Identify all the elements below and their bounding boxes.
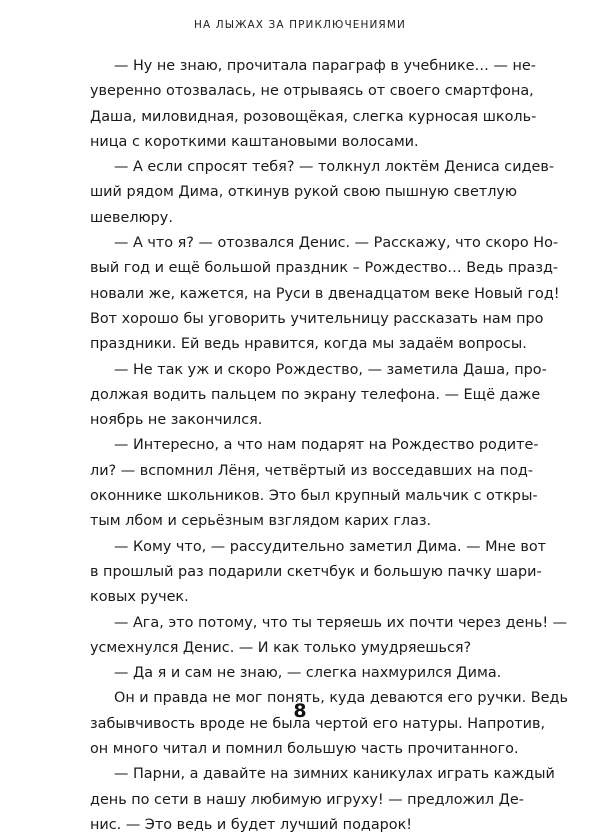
text-line: тым лбом и серьёзным взглядом карих глаз. (90, 513, 432, 530)
text-line: шевелюру. (90, 209, 173, 226)
text-line: — Интересно, а что нам подарят на Рождество родите- (114, 437, 539, 454)
text-line: новали же, кажется, на Руси в двенадцатом веке Новый год! (90, 285, 560, 302)
text-line: он много читал и помнил большую часть прочитанного. (90, 741, 519, 758)
text-line: ноябрь не закончился. (90, 412, 263, 429)
text-line: — Кому что, — рассудительно заметил Дима. — Мне вот (114, 538, 547, 555)
text-line: — Да я и сам не знаю, — слегка нахмурился Дима. (114, 665, 502, 682)
text-line: ковых ручек. (90, 589, 189, 606)
text-line: — Не так уж и скоро Рождество, — заметила Даша, про- (114, 361, 547, 378)
page-number: 8 (293, 700, 307, 722)
text-line: забывчивость вроде не была чертой его натуры. Напротив, (90, 715, 546, 732)
text-line: вый год и ещё большой праздник – Рождество… Ведь празд- (90, 260, 559, 277)
running-header: НА ЛЫЖАХ ЗА ПРИКЛЮЧЕНИЯМИ (194, 19, 406, 31)
text-line: Вот хорошо бы уговорить учительницу рассказать нам про (90, 310, 544, 327)
text-line: ница с короткими каштановыми волосами. (90, 133, 419, 150)
text-line: Он и правда не мог понять, куда деваются его ручки. Ведь (114, 690, 568, 707)
text-line: праздники. Ей ведь нравится, когда мы задаём вопросы. (90, 336, 527, 353)
text-line: Даша, миловидная, розовощёкая, слегка курносая школь- (90, 108, 537, 125)
text-line: — А если спросят тебя? — толкнул локтём Дениса сидев- (114, 159, 555, 176)
text-line: день по сети в нашу любимую игруху! — предложил Де- (90, 791, 524, 808)
text-line: нис. — Это ведь и будет лучший подарок! (90, 816, 413, 833)
text-line: ший рядом Дима, откинув рукой свою пышную светлую (90, 184, 518, 201)
text-line: — Ага, это потому, что ты теряешь их почти через день! — (114, 614, 568, 631)
text-line: — Ну не знаю, прочитала параграф в учебнике… — не- (114, 58, 536, 74)
text-line: усмехнулся Денис. — И как только умудряешься? (90, 639, 472, 656)
text-line: должая водить пальцем по экрану телефона. — Ещё даже (90, 386, 541, 403)
text-line: оконнике школьников. Это был крупный мальчик с откры- (90, 488, 538, 505)
text-line: — Парни, а давайте на зимних каникулах играть каждый (114, 766, 555, 783)
text-line: ли? — вспомнил Лёня, четвёртый из восседавших на под- (90, 462, 534, 479)
text-line: в прошлый раз подарили скетчбук и большую пачку шари- (90, 563, 542, 580)
text-line: — А что я? — отозвался Денис. — Расскажу, что скоро Но- (114, 235, 559, 252)
text-line: уверенно отозвалась, не отрываясь от своего смартфона, (90, 83, 534, 100)
